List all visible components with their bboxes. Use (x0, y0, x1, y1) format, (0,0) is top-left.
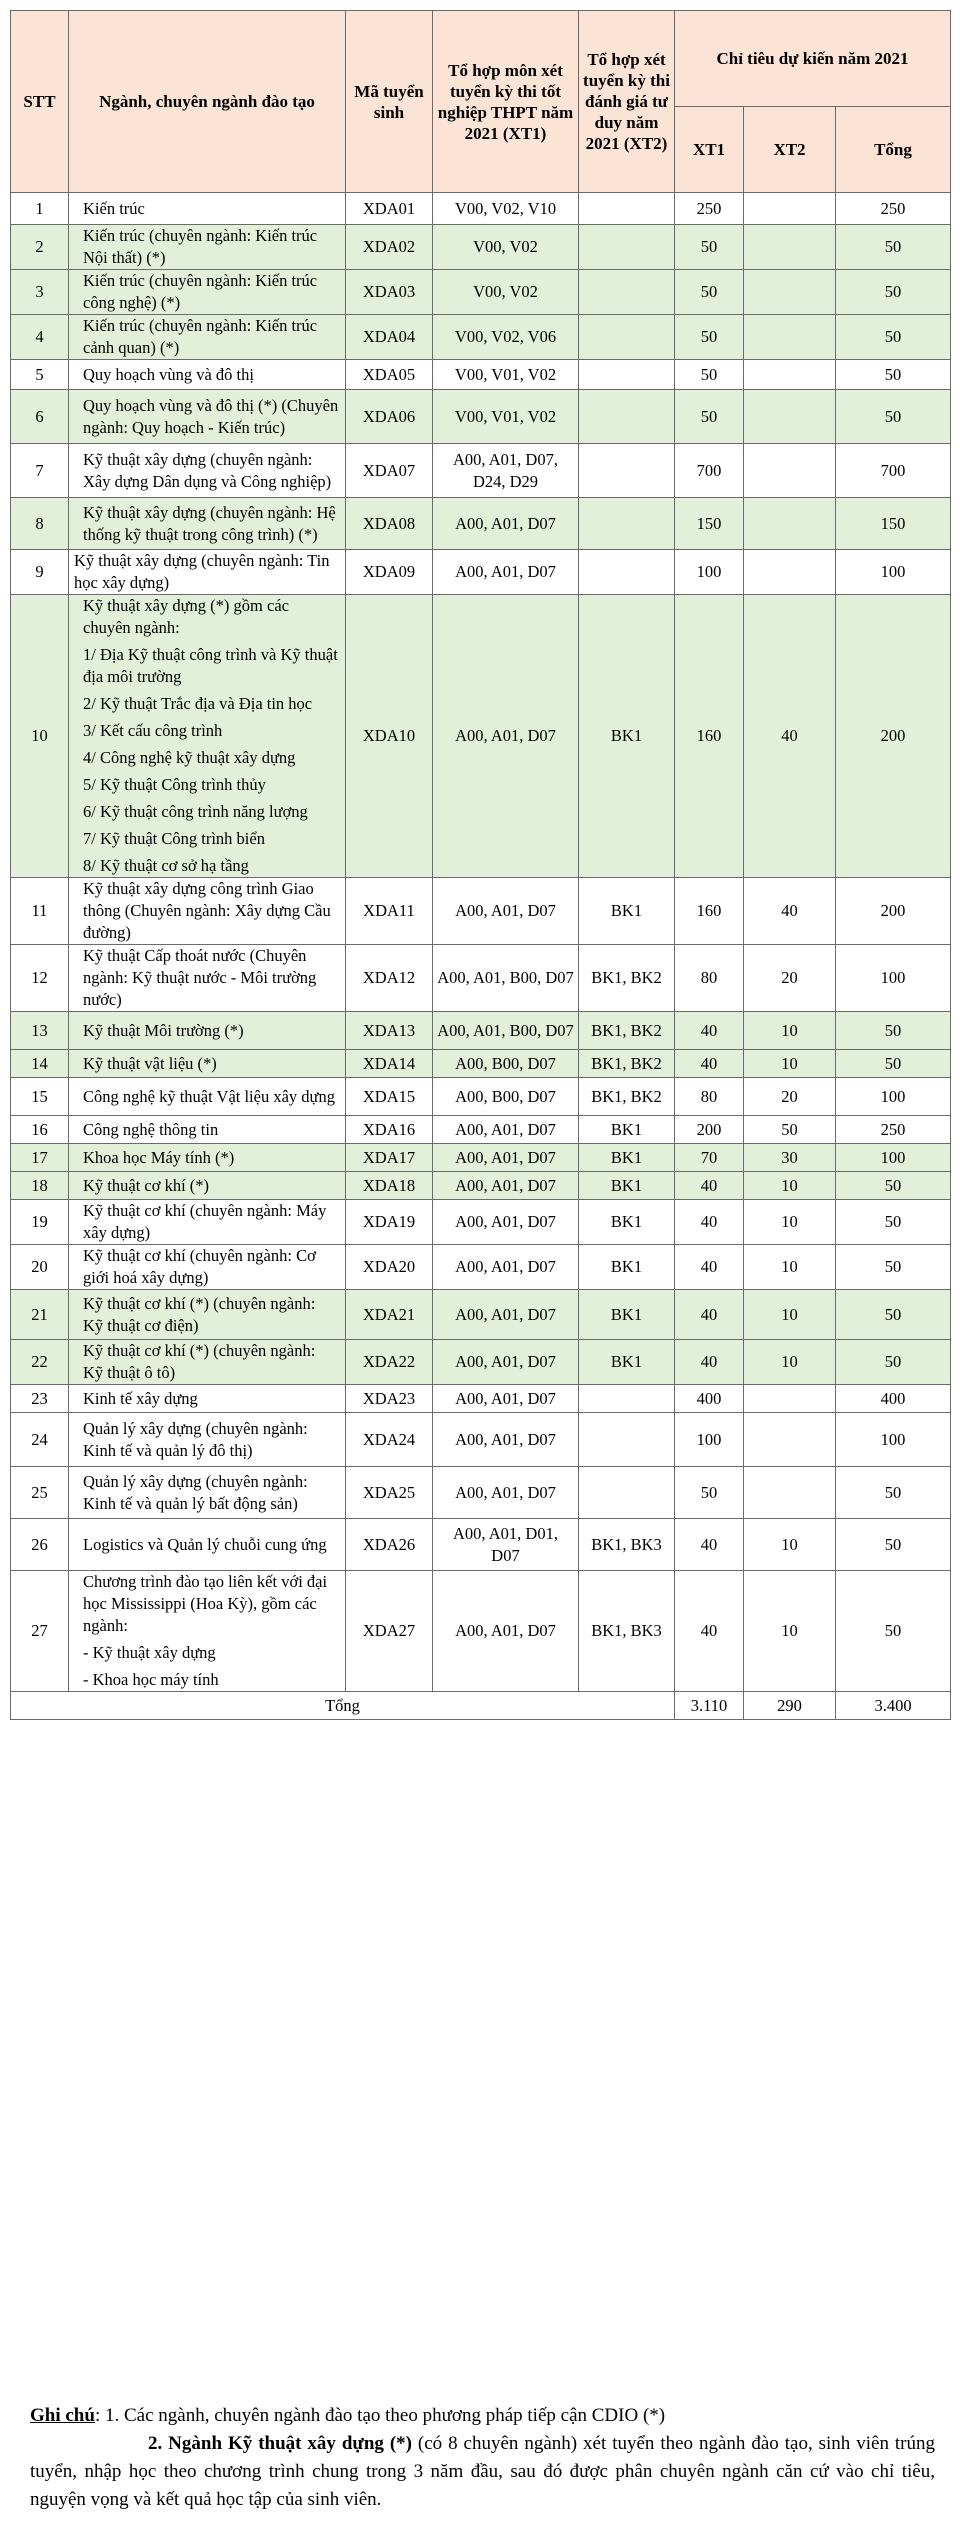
cell-stt: 22 (11, 1340, 69, 1385)
note-2-bold: 2. Ngành Kỹ thuật xây dựng (*) (148, 2433, 412, 2454)
specialization-item: 3/ Kết cấu công trình (83, 721, 223, 740)
cell-combo-xt1: A00, B00, D07 (433, 1078, 579, 1116)
cell-quota-xt2: 10 (744, 1012, 836, 1050)
header-combo-xt1: Tổ hợp môn xét tuyển kỳ thi tốt nghiệp THPT năm 2021 (XT1) (433, 11, 579, 193)
cell-code: XDA24 (346, 1413, 433, 1467)
cell-code: XDA27 (346, 1571, 433, 1692)
table-row (11, 1144, 951, 1172)
cell-quota-xt2 (744, 193, 836, 225)
cell-quota-total: 200 (836, 878, 951, 945)
cell-quota-total: 50 (836, 1245, 951, 1290)
cell-combo-xt2 (579, 193, 675, 225)
totals-row (11, 1692, 951, 1720)
table-row (11, 1290, 951, 1340)
table-row (11, 595, 951, 878)
cell-major (69, 595, 346, 878)
cell-major: Kỹ thuật vật liệu (*) (69, 1050, 346, 1078)
cell-combo-xt1: A00, A01, D07 (433, 1467, 579, 1519)
table-row (11, 1078, 951, 1116)
cell-combo-xt1: V00, V02, V06 (433, 315, 579, 360)
cell-combo-xt1: A00, A01, D07 (433, 1385, 579, 1413)
cell-quota-xt1: 150 (675, 498, 744, 550)
note-1-text: : 1. Các ngành, chuyên ngành đào tạo theo phương pháp tiếp cận CDIO (*) (94, 2405, 666, 2426)
cell-stt: 1 (11, 193, 69, 225)
cell-quota-xt2: 40 (744, 878, 836, 945)
notes (30, 2402, 935, 2514)
totals-q2: 290 (744, 1692, 836, 1720)
cell-quota-xt2: 40 (744, 595, 836, 878)
cell-combo-xt1: A00, A01, D07 (433, 1172, 579, 1200)
cell-quota-xt2: 10 (744, 1571, 836, 1692)
cell-quota-xt2 (744, 1385, 836, 1413)
cell-quota-xt1: 40 (675, 1050, 744, 1078)
table-row (11, 1012, 951, 1050)
cell-combo-xt2: BK1 (579, 1290, 675, 1340)
cell-combo-xt2 (579, 550, 675, 595)
cell-quota-total: 250 (836, 1116, 951, 1144)
cell-code: XDA06 (346, 390, 433, 444)
cell-quota-xt1: 400 (675, 1385, 744, 1413)
table-row (11, 270, 951, 315)
cell-stt: 27 (11, 1571, 69, 1692)
specialization-item: - Khoa học máy tính (83, 1670, 219, 1689)
cell-quota-total: 50 (836, 1467, 951, 1519)
cell-major: Công nghệ thông tin (69, 1116, 346, 1144)
cell-code: XDA11 (346, 878, 433, 945)
cell-combo-xt2: BK1 (579, 1200, 675, 1245)
cell-major: Kiến trúc (69, 193, 346, 225)
cell-quota-total: 50 (836, 1340, 951, 1385)
cell-stt: 10 (11, 595, 69, 878)
cell-code: XDA26 (346, 1519, 433, 1571)
cell-code: XDA23 (346, 1385, 433, 1413)
cell-stt: 20 (11, 1245, 69, 1290)
cell-combo-xt2 (579, 1413, 675, 1467)
table-row (11, 444, 951, 498)
cell-combo-xt2: BK1 (579, 595, 675, 878)
cell-combo-xt1: A00, A01, D07 (433, 1571, 579, 1692)
cell-quota-xt2 (744, 1413, 836, 1467)
header-quota: Chỉ tiêu dự kiến năm 2021 (675, 11, 951, 107)
cell-quota-xt1: 250 (675, 193, 744, 225)
cell-quota-xt1: 700 (675, 444, 744, 498)
cell-combo-xt2: BK1 (579, 1116, 675, 1144)
cell-combo-xt1: A00, A01, D07 (433, 1200, 579, 1245)
cell-quota-xt1: 50 (675, 225, 744, 270)
cell-quota-xt1: 100 (675, 1413, 744, 1467)
cell-quota-xt2: 20 (744, 945, 836, 1012)
table-row (11, 498, 951, 550)
cell-stt: 17 (11, 1144, 69, 1172)
cell-stt: 7 (11, 444, 69, 498)
cell-code: XDA10 (346, 595, 433, 878)
cell-stt: 9 (11, 550, 69, 595)
cell-stt: 12 (11, 945, 69, 1012)
cell-stt: 26 (11, 1519, 69, 1571)
cell-quota-total: 200 (836, 595, 951, 878)
cell-code: XDA19 (346, 1200, 433, 1245)
cell-major: Kỹ thuật cơ khí (chuyên ngành: Cơ giới hoá xây dựng) (69, 1245, 346, 1290)
cell-combo-xt2: BK1, BK2 (579, 1012, 675, 1050)
cell-code: XDA22 (346, 1340, 433, 1385)
cell-code: XDA16 (346, 1116, 433, 1144)
cell-code: XDA21 (346, 1290, 433, 1340)
cell-quota-total: 50 (836, 270, 951, 315)
cell-quota-xt2: 30 (744, 1144, 836, 1172)
cell-quota-xt1: 200 (675, 1116, 744, 1144)
cell-combo-xt2 (579, 225, 675, 270)
cell-quota-xt2 (744, 360, 836, 390)
cell-quota-total: 100 (836, 1078, 951, 1116)
cell-combo-xt2: BK1, BK2 (579, 1078, 675, 1116)
cell-combo-xt2: BK1 (579, 1144, 675, 1172)
table-row (11, 1200, 951, 1245)
cell-quota-xt2 (744, 225, 836, 270)
cell-quota-xt1: 100 (675, 550, 744, 595)
cell-code: XDA04 (346, 315, 433, 360)
cell-combo-xt1: V00, V02 (433, 225, 579, 270)
cell-quota-xt2: 10 (744, 1290, 836, 1340)
cell-quota-xt1: 50 (675, 390, 744, 444)
admission-table (10, 10, 951, 1720)
cell-combo-xt1: A00, A01, D07 (433, 878, 579, 945)
cell-quota-total: 50 (836, 315, 951, 360)
table-body (11, 193, 951, 1720)
cell-code: XDA03 (346, 270, 433, 315)
table-row (11, 1116, 951, 1144)
cell-combo-xt2: BK1, BK2 (579, 1050, 675, 1078)
cell-combo-xt1: A00, A01, B00, D07 (433, 1012, 579, 1050)
cell-stt: 15 (11, 1078, 69, 1116)
cell-quota-xt2 (744, 1467, 836, 1519)
cell-code: XDA20 (346, 1245, 433, 1290)
cell-stt: 19 (11, 1200, 69, 1245)
cell-stt: 3 (11, 270, 69, 315)
cell-quota-xt2: 10 (744, 1050, 836, 1078)
cell-stt: 23 (11, 1385, 69, 1413)
cell-stt: 14 (11, 1050, 69, 1078)
cell-stt: 5 (11, 360, 69, 390)
cell-major: Kiến trúc (chuyên ngành: Kiến trúc công nghệ) (*) (69, 270, 346, 315)
specialization-item: 7/ Kỹ thuật Công trình biển (83, 829, 265, 848)
cell-quota-total: 100 (836, 550, 951, 595)
cell-stt: 25 (11, 1467, 69, 1519)
cell-quota-xt2: 10 (744, 1200, 836, 1245)
table-row (11, 878, 951, 945)
note-label: Ghi chú (30, 2405, 95, 2426)
cell-major: Logistics và Quản lý chuỗi cung ứng (69, 1519, 346, 1571)
cell-quota-xt1: 50 (675, 315, 744, 360)
cell-combo-xt2: BK1, BK3 (579, 1571, 675, 1692)
cell-stt: 6 (11, 390, 69, 444)
cell-stt: 13 (11, 1012, 69, 1050)
cell-combo-xt1: A00, A01, D07 (433, 1144, 579, 1172)
cell-combo-xt1: A00, A01, D01, D07 (433, 1519, 579, 1571)
cell-quota-xt2 (744, 498, 836, 550)
cell-quota-xt1: 40 (675, 1571, 744, 1692)
cell-quota-xt1: 50 (675, 1467, 744, 1519)
cell-stt: 18 (11, 1172, 69, 1200)
cell-code: XDA05 (346, 360, 433, 390)
table-row (11, 1571, 951, 1692)
cell-quota-xt2 (744, 550, 836, 595)
cell-quota-xt2: 10 (744, 1340, 836, 1385)
specialization-item: 6/ Kỹ thuật công trình năng lượng (83, 802, 308, 821)
cell-quota-xt2: 10 (744, 1172, 836, 1200)
note-2 (30, 2430, 935, 2514)
cell-quota-xt2 (744, 315, 836, 360)
specialization-item: 2/ Kỹ thuật Trắc địa và Địa tin học (83, 694, 313, 713)
header-combo-xt2: Tổ hợp xét tuyển kỳ thi đánh giá tư duy năm 2021 (XT2) (579, 11, 675, 193)
table-row (11, 193, 951, 225)
cell-quota-total: 100 (836, 1413, 951, 1467)
cell-code: XDA15 (346, 1078, 433, 1116)
cell-quota-total: 50 (836, 1519, 951, 1571)
table-row (11, 1340, 951, 1385)
cell-combo-xt2: BK1 (579, 1172, 675, 1200)
header-quota-xt1: XT1 (675, 107, 744, 193)
cell-major: Kỹ thuật Môi trường (*) (69, 1012, 346, 1050)
cell-quota-xt2 (744, 270, 836, 315)
cell-quota-xt2 (744, 390, 836, 444)
cell-quota-xt2: 20 (744, 1078, 836, 1116)
cell-quota-xt1: 80 (675, 1078, 744, 1116)
cell-combo-xt1: V00, V01, V02 (433, 360, 579, 390)
specialization-item: 8/ Kỹ thuật cơ sở hạ tầng (83, 856, 249, 875)
cell-major: Kỹ thuật cơ khí (chuyên ngành: Máy xây dựng) (69, 1200, 346, 1245)
cell-quota-xt1: 40 (675, 1245, 744, 1290)
cell-major (69, 1571, 346, 1692)
cell-stt: 21 (11, 1290, 69, 1340)
cell-quota-xt2: 10 (744, 1245, 836, 1290)
cell-quota-xt1: 160 (675, 595, 744, 878)
cell-major: Khoa học Máy tính (*) (69, 1144, 346, 1172)
cell-major: Công nghệ kỹ thuật Vật liệu xây dựng (69, 1078, 346, 1116)
cell-quota-total: 50 (836, 1571, 951, 1692)
cell-stt: 4 (11, 315, 69, 360)
totals-total: 3.400 (836, 1692, 951, 1720)
cell-stt: 16 (11, 1116, 69, 1144)
table-row (11, 1467, 951, 1519)
cell-quota-total: 150 (836, 498, 951, 550)
table-row (11, 1172, 951, 1200)
cell-combo-xt1: A00, B00, D07 (433, 1050, 579, 1078)
cell-combo-xt1: A00, A01, D07 (433, 1116, 579, 1144)
cell-quota-total: 50 (836, 1290, 951, 1340)
cell-quota-total: 50 (836, 390, 951, 444)
cell-major: Kỹ thuật cơ khí (*) (chuyên ngành: Kỹ thuật cơ điện) (69, 1290, 346, 1340)
major-title: Chương trình đào tạo liên kết với đại học Mississippi (Hoa Kỳ), gồm các ngành: (83, 1572, 328, 1635)
cell-code: XDA01 (346, 193, 433, 225)
cell-combo-xt2 (579, 270, 675, 315)
table-row (11, 945, 951, 1012)
cell-code: XDA18 (346, 1172, 433, 1200)
cell-major: Quy hoạch vùng và đô thị (*) (Chuyên ngành: Quy hoạch - Kiến trúc) (69, 390, 346, 444)
cell-combo-xt2 (579, 315, 675, 360)
cell-quota-xt1: 40 (675, 1200, 744, 1245)
header-code: Mã tuyển sinh (346, 11, 433, 193)
cell-code: XDA13 (346, 1012, 433, 1050)
cell-combo-xt1: V00, V02 (433, 270, 579, 315)
cell-major: Kỹ thuật cơ khí (*) (69, 1172, 346, 1200)
header-quota-xt2: XT2 (744, 107, 836, 193)
major-title: Kỹ thuật xây dựng (*) gồm các chuyên ngành: (83, 596, 289, 637)
cell-quota-total: 250 (836, 193, 951, 225)
cell-quota-xt2: 50 (744, 1116, 836, 1144)
cell-quota-xt1: 40 (675, 1012, 744, 1050)
cell-combo-xt1: A00, A01, D07 (433, 550, 579, 595)
cell-quota-xt1: 40 (675, 1340, 744, 1385)
table-row (11, 1050, 951, 1078)
cell-combo-xt2: BK1 (579, 878, 675, 945)
header-quota-total: Tổng (836, 107, 951, 193)
totals-q1: 3.110 (675, 1692, 744, 1720)
cell-quota-xt1: 50 (675, 270, 744, 315)
table-row (11, 390, 951, 444)
cell-major: Kinh tế xây dựng (69, 1385, 346, 1413)
cell-stt: 2 (11, 225, 69, 270)
cell-major: Kỹ thuật xây dựng (chuyên ngành: Xây dựng Dân dụng và Công nghiệp) (69, 444, 346, 498)
cell-quota-total: 50 (836, 1172, 951, 1200)
specialization-item: 1/ Địa Kỹ thuật công trình và Kỹ thuật địa môi trường (83, 645, 338, 686)
cell-quota-total: 50 (836, 1200, 951, 1245)
cell-code: XDA02 (346, 225, 433, 270)
table-row (11, 1413, 951, 1467)
totals-label: Tổng (11, 1692, 675, 1720)
cell-quota-xt1: 40 (675, 1290, 744, 1340)
cell-quota-xt1: 40 (675, 1519, 744, 1571)
cell-major: Kiến trúc (chuyên ngành: Kiến trúc cảnh quan) (*) (69, 315, 346, 360)
table-row (11, 550, 951, 595)
specialization-item: 5/ Kỹ thuật Công trình thủy (83, 775, 266, 794)
cell-quota-total: 100 (836, 945, 951, 1012)
cell-combo-xt2 (579, 444, 675, 498)
cell-combo-xt2 (579, 498, 675, 550)
table-row (11, 360, 951, 390)
cell-combo-xt2 (579, 1385, 675, 1413)
note-2-text: (có 8 chuyên ngành) xét tuyển theo ngành đào tạo, sinh viên trúng tuyển, nhập học theo chương trình chung trong 3 năm đầu, sau đó được phân chuyên ngành căn cứ vào chỉ tiêu, nguyện vọng và kết quả học tập của sinh viên. (30, 2433, 935, 2510)
cell-major: Kỹ thuật xây dựng (chuyên ngành: Tin học xây dựng) (69, 550, 346, 595)
cell-combo-xt2 (579, 1467, 675, 1519)
cell-major: Quy hoạch vùng và đô thị (69, 360, 346, 390)
note-1 (30, 2402, 935, 2430)
cell-combo-xt1: A00, A01, D07 (433, 1245, 579, 1290)
cell-combo-xt1: A00, A01, D07 (433, 1413, 579, 1467)
cell-combo-xt2 (579, 390, 675, 444)
cell-major: Kỹ thuật Cấp thoát nước (Chuyên ngành: Kỹ thuật nước - Môi trường nước) (69, 945, 346, 1012)
cell-major: Kỹ thuật xây dựng (chuyên ngành: Hệ thống kỹ thuật trong công trình) (*) (69, 498, 346, 550)
cell-code: XDA17 (346, 1144, 433, 1172)
cell-code: XDA25 (346, 1467, 433, 1519)
table-row (11, 225, 951, 270)
cell-combo-xt1: V00, V02, V10 (433, 193, 579, 225)
table-row (11, 1385, 951, 1413)
cell-major: Quản lý xây dựng (chuyên ngành: Kinh tế và quản lý bất động sản) (69, 1467, 346, 1519)
cell-combo-xt1: A00, A01, D07 (433, 1290, 579, 1340)
cell-quota-xt2 (744, 444, 836, 498)
cell-major: Kỹ thuật cơ khí (*) (chuyên ngành: Kỹ thuật ô tô) (69, 1340, 346, 1385)
cell-combo-xt1: A00, A01, D07, D24, D29 (433, 444, 579, 498)
cell-code: XDA12 (346, 945, 433, 1012)
specialization-item: - Kỹ thuật xây dựng (83, 1643, 216, 1662)
cell-major: Kỹ thuật xây dựng công trình Giao thông (Chuyên ngành: Xây dựng Cầu đường) (69, 878, 346, 945)
table-row (11, 1519, 951, 1571)
table-row (11, 1245, 951, 1290)
cell-quota-xt1: 50 (675, 360, 744, 390)
cell-combo-xt2 (579, 360, 675, 390)
cell-quota-total: 50 (836, 1050, 951, 1078)
cell-stt: 24 (11, 1413, 69, 1467)
cell-quota-xt1: 70 (675, 1144, 744, 1172)
cell-quota-xt1: 160 (675, 878, 744, 945)
cell-combo-xt2: BK1, BK3 (579, 1519, 675, 1571)
cell-combo-xt1: A00, A01, D07 (433, 1340, 579, 1385)
cell-quota-xt1: 40 (675, 1172, 744, 1200)
cell-quota-total: 50 (836, 1012, 951, 1050)
cell-quota-xt2: 10 (744, 1519, 836, 1571)
cell-combo-xt2: BK1 (579, 1245, 675, 1290)
cell-combo-xt1: A00, A01, B00, D07 (433, 945, 579, 1012)
cell-combo-xt1: A00, A01, D07 (433, 498, 579, 550)
header-stt: STT (11, 11, 69, 193)
cell-quota-total: 400 (836, 1385, 951, 1413)
cell-quota-total: 700 (836, 444, 951, 498)
cell-major: Kiến trúc (chuyên ngành: Kiến trúc Nội thất) (*) (69, 225, 346, 270)
cell-quota-total: 50 (836, 360, 951, 390)
cell-combo-xt2: BK1 (579, 1340, 675, 1385)
cell-combo-xt1: A00, A01, D07 (433, 595, 579, 878)
cell-stt: 11 (11, 878, 69, 945)
cell-major: Quản lý xây dựng (chuyên ngành: Kinh tế và quản lý đô thị) (69, 1413, 346, 1467)
specialization-item: 4/ Công nghệ kỹ thuật xây dựng (83, 748, 296, 767)
cell-code: XDA14 (346, 1050, 433, 1078)
cell-code: XDA07 (346, 444, 433, 498)
table-row (11, 315, 951, 360)
cell-quota-xt1: 80 (675, 945, 744, 1012)
cell-combo-xt1: V00, V01, V02 (433, 390, 579, 444)
cell-combo-xt2: BK1, BK2 (579, 945, 675, 1012)
cell-quota-total: 100 (836, 1144, 951, 1172)
cell-stt: 8 (11, 498, 69, 550)
cell-quota-total: 50 (836, 225, 951, 270)
cell-code: XDA09 (346, 550, 433, 595)
header-major: Ngành, chuyên ngành đào tạo (69, 11, 346, 193)
cell-code: XDA08 (346, 498, 433, 550)
